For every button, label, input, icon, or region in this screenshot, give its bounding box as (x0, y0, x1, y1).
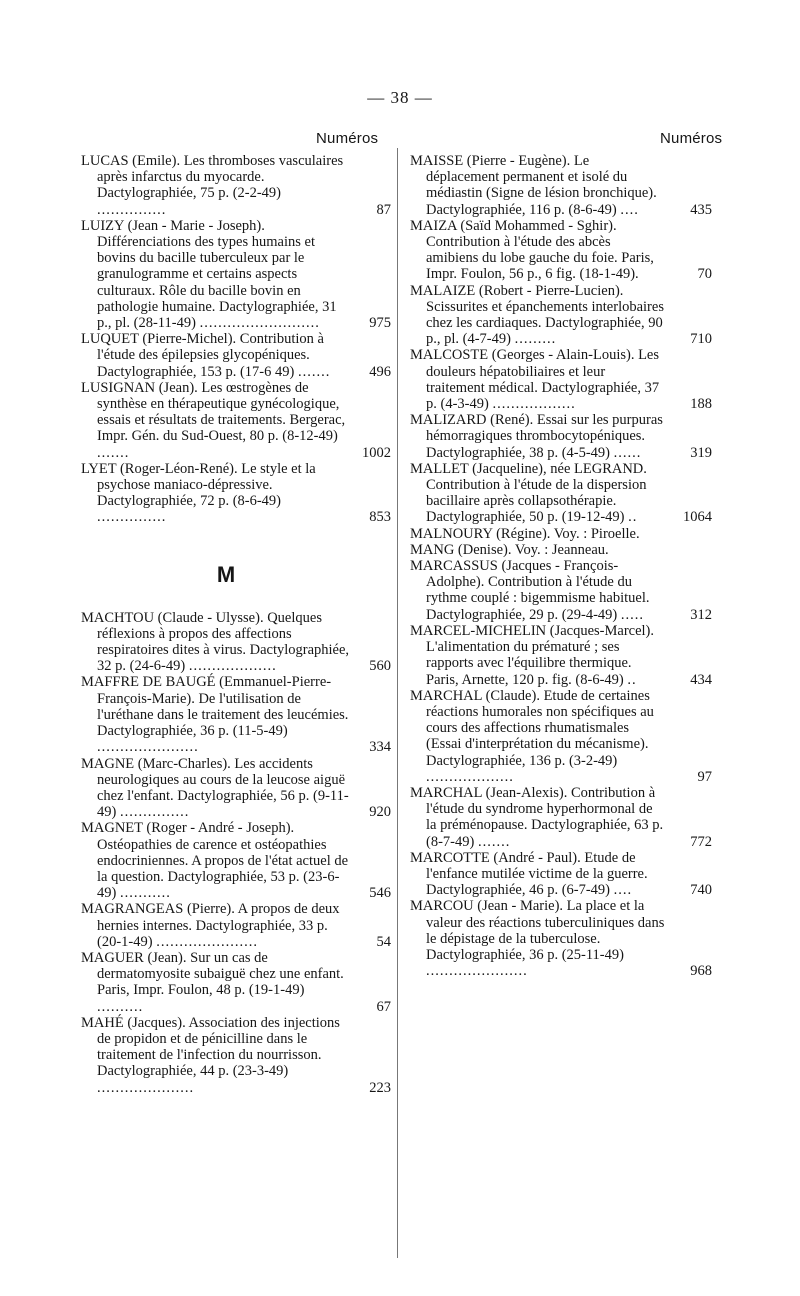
entry-number: 67 (376, 998, 391, 1015)
entry-leader-dots: ...................... (156, 933, 258, 950)
entry-text: MARCHAL (Claude). Etude de certaines réactions humorales non spécifiques au cours des affections rhumatismales (Essai d'interprétation du mécanisme). Dactylographiée, 136 p. (3-2-49) (410, 687, 654, 769)
index-entry (410, 526, 712, 542)
entry-text: MAGNE (Marc-Charles). Les accidents neurologiques au cours de la leucose aiguë chez l'enfant. Dactylographiée, 56 p. (9-11-49) (81, 755, 349, 821)
column-heading-right: Numéros (660, 130, 723, 147)
entry-number: 223 (369, 1079, 391, 1096)
index-entry (81, 461, 391, 526)
entry-number: 975 (369, 315, 391, 332)
index-entry (81, 1015, 391, 1096)
entry-leader-dots: ............... (97, 509, 167, 526)
entry-leader-dots: .. (627, 671, 637, 688)
entry-text: MALIZARD (René). Essai sur les purpuras hémorragiques thrombocytopéniques. Dactylographiée, 38 p. (4-5-49) (410, 412, 663, 461)
left-column (81, 153, 391, 1096)
entry-text: MAGUER (Jean). Sur un cas de dermatomyosite subaiguë chez une enfant. Paris, Impr. Foulon, 48 p. (19-1-49) (81, 949, 344, 999)
entry-leader-dots: ............... (119, 804, 190, 821)
section-letter: M (216, 561, 236, 587)
entry-text: MAIZA (Saïd Mohammed - Sghir). Contribution à l'étude des abcès amibiens du lobe gauche du foie. Paris, Impr. Foulon, 56 p., 6 fig. (18-1-49). (410, 217, 654, 283)
entry-number: 70 (697, 266, 712, 283)
entries-before-m (81, 153, 391, 526)
entry-text: MANG (Denise). Voy. : Jeanneau. (410, 541, 609, 558)
entry-text: LUSIGNAN (Jean). Les œstrogènes de synthèse en thérapeutique gynécologique, essais et résultats de traitements. Bergerac, Impr. Gén. du Sud-Ouest, 80 p. (8-12-49) (81, 379, 346, 445)
entry-leader-dots: .. (628, 509, 638, 526)
entry-text: MAHÉ (Jacques). Association des injections de propidon et de pénicilline dans le traitement de l'infection du nourrisson. Dactylographiée, 44 p. (23-3-49) (81, 1014, 340, 1080)
index-entry (410, 542, 712, 558)
index-entry (410, 347, 712, 412)
entry-number: 968 (690, 963, 712, 980)
entry-leader-dots: ......... (514, 331, 557, 348)
entry-leader-dots: ........... (119, 885, 171, 902)
index-entry (410, 558, 712, 623)
index-entry (81, 950, 391, 1015)
index-entry (410, 153, 712, 218)
entry-leader-dots: ..................... (97, 1079, 195, 1096)
index-entry (81, 901, 391, 950)
entry-number: 319 (690, 444, 712, 461)
entry-text: MAFFRE DE BAUGÉ (Emmanuel-Pierre-François-Marie). De l'utilisation de l'uréthane dans le traitement des leucémies. Dactylographiée, 36 p. (11-5-49) (81, 674, 349, 740)
entry-text: MALAIZE (Robert - Pierre-Lucien). Scissurites et épanchements interlobaires chez les cardiaques. Dactylographiée, 90 p., pl. (4-7-49) (410, 282, 664, 348)
entries-after-m (81, 610, 391, 1096)
index-entry (81, 610, 391, 675)
entry-text: MARCOTTE (André - Paul). Etude de l'enfance mutilée victime de la guerre. Dactylographiée, 46 p. (6-7-49) (410, 849, 648, 899)
entry-number: 920 (369, 804, 391, 821)
entry-text: MALLET (Jacqueline), née LEGRAND. Contribution à l'étude de la dispersion bacillaire après collapsothérapie. Dactylographiée, 50 p. (19-12-49) (410, 460, 647, 526)
entry-number: 334 (369, 739, 391, 756)
column-heading-left: Numéros (316, 130, 379, 147)
entry-leader-dots: ................... (426, 768, 514, 785)
entry-number: 853 (369, 509, 391, 526)
index-entry (81, 153, 391, 218)
index-entry (410, 623, 712, 688)
entry-number: 435 (690, 201, 712, 218)
entry-text: MARCHAL (Jean-Alexis). Contribution à l'étude du syndrome hyperhormonal de la préménopause. Dactylographiée, 63 p. (8-7-49) (410, 784, 664, 850)
index-entry (410, 688, 712, 785)
entry-text: MAISSE (Pierre - Eugène). Le déplacement permanent et isolé du médiastin (Signe de lésion bronchique). Dactylographiée, 116 p. (8-6-49) (410, 153, 657, 218)
entry-text: MARCOU (Jean - Marie). La place et la valeur des réactions tuberculiniques dans le dépistage de la tuberculose. Dactylographiée, 36 p. (25-11-49) (410, 898, 665, 963)
index-entry (410, 412, 712, 461)
column-divider (397, 148, 398, 1258)
right-entries (410, 153, 712, 979)
index-entry (81, 820, 391, 901)
entry-leader-dots: ..... (620, 606, 645, 623)
entry-leader-dots: .... (620, 201, 639, 218)
entry-number: 546 (369, 885, 391, 902)
index-entry (410, 283, 712, 348)
entry-text: LUQUET (Pierre-Michel). Contribution à l'étude des épilepsies glycopéniques. Dactylographiée, 153 p. (17-6 49) (81, 331, 324, 380)
index-entry (410, 785, 712, 850)
entry-leader-dots: ....... (97, 444, 130, 461)
entry-number: 434 (690, 671, 712, 688)
entry-number: 54 (376, 933, 391, 950)
entry-number: 560 (369, 658, 391, 675)
entry-number: 772 (690, 833, 712, 850)
entry-leader-dots: .......................... (199, 315, 320, 332)
entry-number: 496 (369, 363, 391, 380)
entry-text: MALNOURY (Régine). Voy. : Piroelle. (410, 525, 640, 542)
entry-number: 87 (376, 201, 391, 218)
entry-text: MALCOSTE (Georges - Alain-Louis). Les douleurs hépatobiliaires et leur traitement médical. Dactylographiée, 37 p. (4-3-49) (410, 347, 660, 413)
entry-number: 188 (690, 396, 712, 413)
entry-text: LUCAS (Emile). Les thromboses vasculaires après infarctus du myocarde. Dactylographiée, 75 p. (2-2-49) (81, 153, 344, 202)
index-entry (81, 218, 391, 331)
right-column (410, 153, 712, 979)
index-entry (81, 331, 391, 380)
entry-leader-dots: ....... (297, 363, 331, 380)
entry-text: MARCASSUS (Jacques - François-Adolphe). Contribution à l'étude du rythme couplé : bigemmisme habituel. Dactylographiée, 29 p. (29-4-49) (410, 558, 650, 623)
entry-number: 710 (690, 331, 712, 348)
index-entry (410, 898, 712, 979)
page-number: — 38 — (367, 88, 433, 107)
index-entry (81, 674, 391, 755)
index-entry (81, 380, 391, 461)
entry-leader-dots: ................... (188, 658, 277, 675)
entry-text: LYET (Roger-Léon-René). Le style et la psychose maniaco-dépressive. Dactylographiée, 72 p. (8-6-49) (81, 460, 316, 510)
index-entry (410, 850, 712, 899)
entry-text: MAGNET (Roger - André - Joseph). Ostéopathies de carence et ostéopathies endocriniennes. A propos de l'état actuel de la question. Dactylographiée, 53 p. (23-6-49) (81, 820, 349, 902)
entry-number: 740 (690, 882, 712, 899)
entry-leader-dots: ...... (613, 444, 642, 461)
entry-number: 1064 (683, 509, 712, 526)
entry-text: MACHTOU (Claude - Ulysse). Quelques réflexions à propos des affections respiratoires dites à virus. Dactylographiée, 32 p. (24-6-49) (81, 609, 350, 675)
entry-text: LUIZY (Jean - Marie - Joseph). Différenciations des types humains et bovins du bacille tuberculeux par le granulogramme et certains aspects culturaux. Rôle du bacille bovin en pathologie humaine. Dactylographiée, 31 p., pl. (28-11-49) (81, 217, 337, 332)
entry-number: 312 (690, 606, 712, 623)
entry-number: 97 (697, 768, 712, 785)
entry-leader-dots: ............... (97, 201, 167, 218)
entry-number: 1002 (362, 444, 391, 461)
entry-leader-dots: ...................... (426, 963, 528, 980)
index-entry (81, 756, 391, 821)
entry-leader-dots: .................. (492, 396, 576, 413)
index-entry (410, 461, 712, 526)
entry-leader-dots: ...................... (97, 739, 199, 756)
entry-text: MAGRANGEAS (Pierre). A propos de deux hernies internes. Dactylographiée, 33 p. (20-1-49) (81, 901, 340, 950)
entry-leader-dots: .... (613, 882, 633, 899)
entry-leader-dots: .......... (97, 998, 144, 1015)
index-entry (410, 218, 712, 283)
entry-text: MARCEL-MICHELIN (Jacques-Marcel). L'alimentation du prématuré ; ses rapports avec l'équilibre thermique. Paris, Arnette, 120 p. fig. (8-6-49) (410, 622, 655, 688)
entry-leader-dots: ....... (477, 833, 511, 850)
